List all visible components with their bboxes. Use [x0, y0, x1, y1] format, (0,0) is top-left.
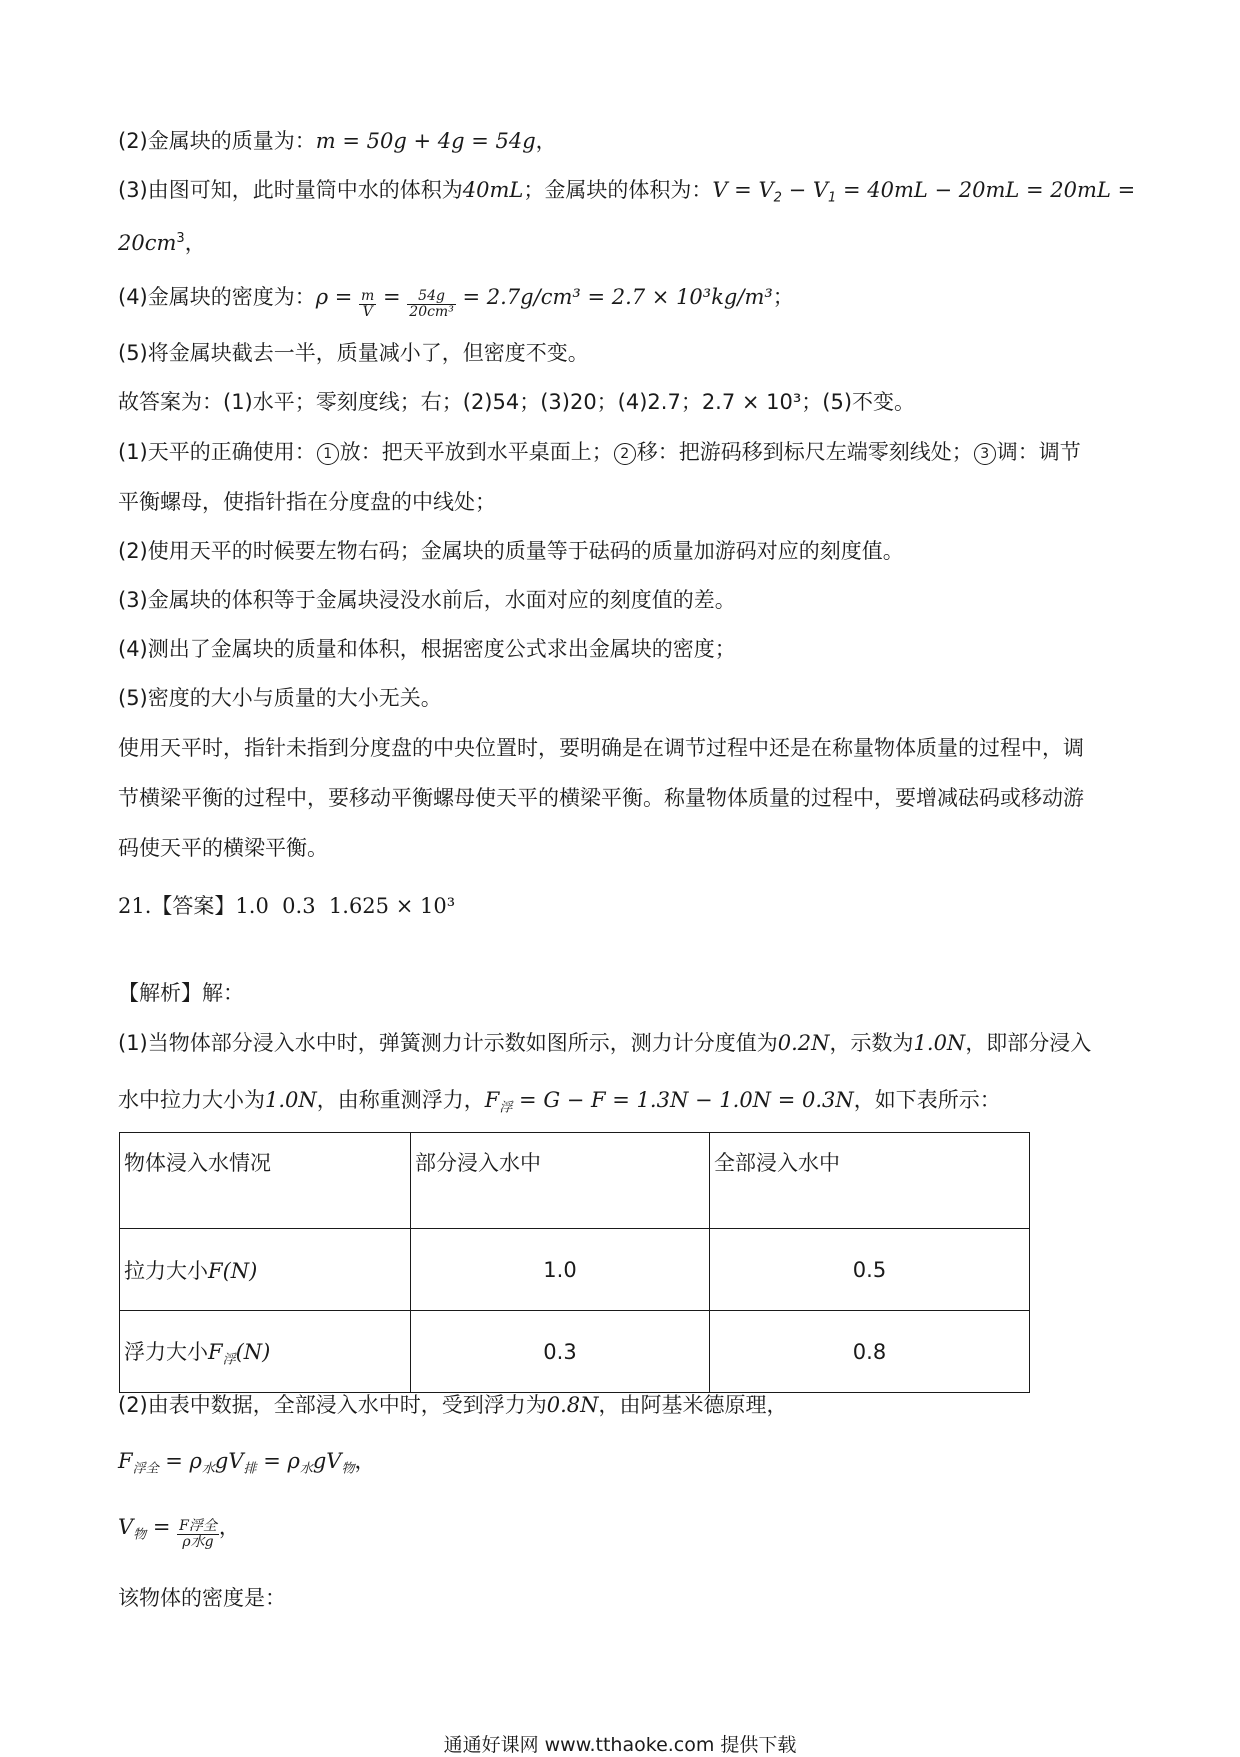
line-balance-nut: 平衡螺母，使指针指在分度盘的中线处；	[118, 490, 496, 514]
table-cell: 0.8	[710, 1311, 1030, 1393]
line-partial-immersion: (1)当物体部分浸入水中时，弹簧测力计示数如图所示，测力计分度值为0.2N，示数为1.0N，即部分浸入	[118, 1031, 1092, 1055]
circled-number-2: 2	[614, 443, 636, 465]
line-volume-formula: $V_物$ = $\frac{\text{F浮全}}{\text{ρ水g}}$ ，	[118, 1515, 240, 1550]
answer-tag: 【答案】	[151, 894, 236, 918]
line-analysis-tag: 【解析】解：	[118, 981, 244, 1005]
line-balance-usage: (1)天平的正确使用： 1 放：把天平放到水平桌面上； 2 移：把游码移到标尺左端零刻线处； 3 调：调节	[118, 440, 1081, 464]
line-volume-cont: $20cm^3$，	[118, 230, 206, 255]
line-buoyancy-calc: 水中拉力大小为1.0N，由称重测浮力，$F_浮 = G - F = 1.3N - 1.0N = 0.3N$，如下表所示：	[118, 1088, 1001, 1116]
table-header-cell: 全部浸入水中	[710, 1133, 1030, 1229]
line-archimedes: $F_{浮全} = \rho_水gV_排 = \rho_水gV_物$，	[118, 1449, 376, 1477]
row-label-tension: 拉力大小F(N)	[120, 1229, 411, 1311]
table-row	[120, 1311, 1030, 1393]
mass-formula: m = 50g + 4g = 54g	[315, 129, 536, 153]
line-mass: (2)金属块的质量为：m = 50g + 4g = 54g，	[118, 129, 557, 153]
line-density-of-object: 该物体的密度是：	[118, 1586, 286, 1610]
line-density: (4)金属块的密度为：ρ = $\frac{m}{V}$ = $\frac{54g}{\text{20cm³}}$ = 2.7g/cm³ = 2.7 × 10³kg/m³；	[118, 285, 794, 320]
line-note-2: 节横梁平衡的过程中，要移动平衡螺母使天平的横梁平衡。称量物体质量的过程中，要增减砝码或移动游	[118, 786, 1084, 810]
circled-number-1: 1	[317, 443, 339, 465]
line-q21-answer: 21.【答案】1.0 0.3 1.625 × 10³	[118, 894, 456, 918]
line-left-object: (2)使用天平的时候要左物右码；金属块的质量等于砝码的质量加游码对应的刻度值。	[118, 539, 904, 563]
table-header-cell: 部分浸入水中	[411, 1133, 710, 1229]
line-answers: 故答案为：(1)水平；零刻度线；右；(2)54；(3)20；(4)2.7；2.7 × 10³；(5)不变。	[118, 390, 916, 414]
line-note-1: 使用天平时，指针未指到分度盘的中央位置时，要明确是在调节过程中还是在称量物体质量的过程中，调	[118, 736, 1084, 760]
line-volume: (3)由图可知，此时量筒中水的体积为40mL；金属块的体积为：$V = V_2 - V_1 = 40mL - 20mL = 20mL$ =	[118, 178, 1136, 206]
circled-number-3: 3	[974, 443, 996, 465]
fraction-m-over-v: $\frac{m}{V}$	[361, 288, 375, 320]
fraction-buoyancy-over-rho-g: $\frac{\text{F浮全}}{\text{ρ水g}}$	[179, 1518, 217, 1550]
table-row	[120, 1229, 1030, 1311]
line-full-immersion: (2)由表中数据，全部浸入水中时，受到浮力为0.8N，由阿基米德原理，	[118, 1393, 788, 1417]
page-footer: 通通好课网 www.tthaoke.com 提供下载	[443, 1734, 797, 1756]
row-label-buoyancy: 浮力大小$F_浮(N)$	[120, 1311, 411, 1393]
question-number: 21.	[118, 894, 152, 918]
table-header-row	[120, 1133, 1030, 1229]
table-cell: 0.5	[710, 1229, 1030, 1311]
line-note-3: 码使天平的横梁平衡。	[118, 836, 328, 860]
table-cell: 0.3	[411, 1311, 710, 1393]
line-density-formula: (4)测出了金属块的质量和体积，根据密度公式求出金属块的密度；	[118, 637, 736, 661]
line-density-independent: (5)密度的大小与质量的大小无关。	[118, 686, 442, 710]
table-header-cell: 物体浸入水情况	[120, 1133, 411, 1229]
fraction-54g-over-20cm3: $\frac{54g}{\text{20cm³}}$	[409, 288, 454, 320]
line-cut-half: (5)将金属块截去一半，质量减小了，但密度不变。	[118, 341, 589, 365]
buoyancy-table	[119, 1132, 1030, 1393]
table-cell: 1.0	[411, 1229, 710, 1311]
line-volume-diff: (3)金属块的体积等于金属块浸没水前后，水面对应的刻度值的差。	[118, 588, 736, 612]
